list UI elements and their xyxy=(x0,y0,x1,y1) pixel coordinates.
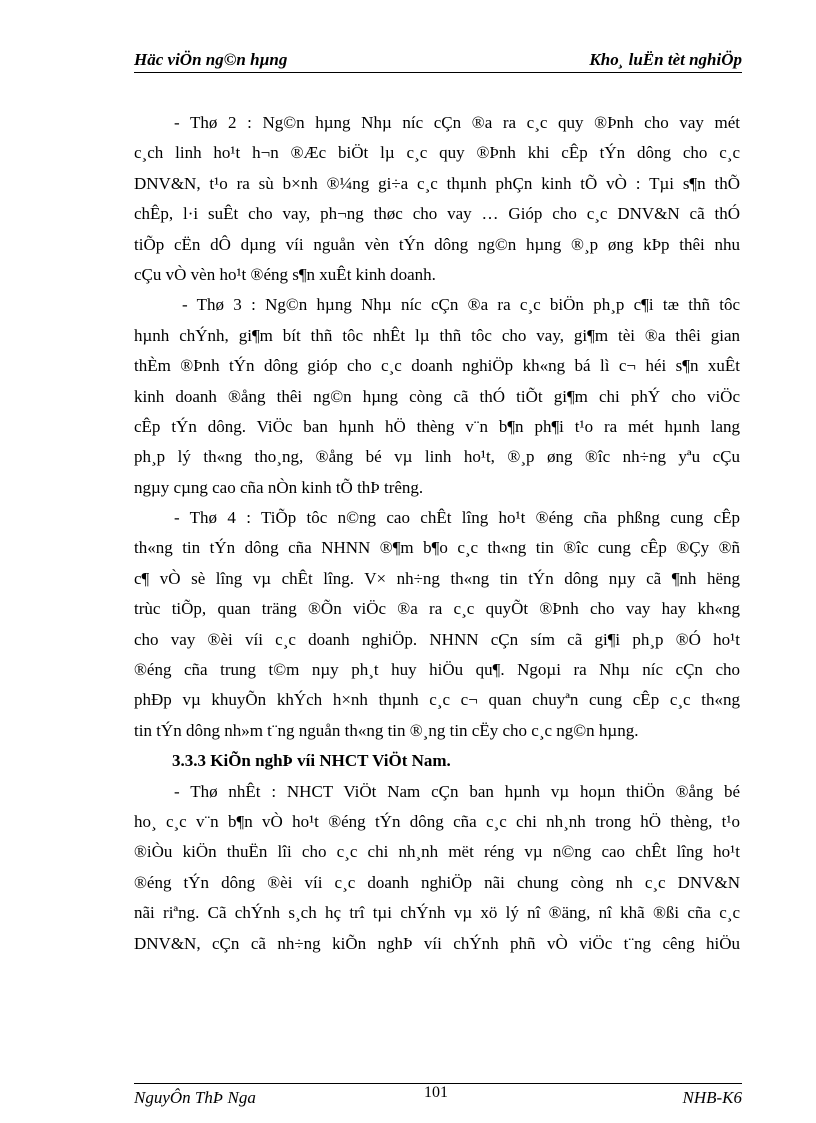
text-line: th«ng tin tÝn dông cña NHNN ®¶m b¶o c¸c th«ng tin ®îc cung cÊp ®Çy ®ñ xyxy=(134,538,740,558)
text-line: cÇu vÒ vèn ho¹t ®éng s¶n xuÊt kinh doanh. xyxy=(134,264,436,284)
text-line: tin tÝn dông nh»m t¨ng nguån th«ng tin ®¸ng tin cËy cho c¸c ng©n hµng. xyxy=(134,720,639,740)
text-line: ho¸ c¸c v¨n b¶n vÒ ho¹t ®éng tÝn dông cña c¸c chi nh¸nh trong hÖ thèng, t¹o xyxy=(134,811,740,831)
text-line: ®éng tÝn dông ®èi víi c¸c doanh nghiÖp nãi chung còng nh c¸c DNV&N xyxy=(134,872,740,892)
text-line: tiÕp cËn dÔ dµng víi nguån vèn tÝn dông ng©n hµng ®¸p øng kÞp thêi nhu xyxy=(134,234,740,254)
document-body xyxy=(134,108,740,959)
text-line: chÊp, l·i suÊt cho vay, ph¬ng thøc cho vay … Gióp cho c¸c DNV&N cã thÓ xyxy=(134,204,740,224)
text-line: c¶ vÒ sè lîng vµ chÊt lîng. V× nh÷ng th«ng tin tÝn dông nµy cã ¶nh hëng xyxy=(134,568,740,588)
text-line: ngµy cµng cao cña nÒn kinh tÕ thÞ trêng. xyxy=(134,477,424,497)
text-line: phÐp vµ khuyÕn khÝch h×nh thµnh c¸c c¬ quan chuyªn cung cÊp c¸c th«ng xyxy=(134,690,740,710)
text-line: thÈm ®Þnh tÝn dông gióp cho c¸c doanh nghiÖp kh«ng bá lì c¬ héi s¶n xuÊt xyxy=(134,356,740,376)
text-line: ®éng cña trung t©m nµy ph¸t huy hiÖu qu¶. Ngoµi ra Nhµ níc cÇn cho xyxy=(134,660,740,680)
text-line: - Thø 3 : Ng©n hµng Nhµ níc cÇn ®a ra c¸c biÖn ph¸p c¶i tæ thñ tôc xyxy=(182,295,740,315)
page-footer xyxy=(134,1084,742,1110)
text-line: trùc tiÕp, quan träng ®Õn viÖc ®a ra c¸c quyÕt ®Þnh cho vay hay kh«ng xyxy=(134,599,740,619)
header-institution: Häc viÖn ng©n hµng xyxy=(134,50,288,69)
text-line: - Thø nhÊt : NHCT ViÖt Nam cÇn ban hµnh vµ hoµn thiÖn ®ång bé xyxy=(174,781,740,801)
page-number: 101 xyxy=(424,1084,448,1101)
text-line: ®iÒu kiÖn thuËn lîi cho c¸c chi nh¸nh mët réng vµ n©ng cao chÊt lîng ho¹t xyxy=(134,842,740,862)
text-line: cÊp tÝn dông. ViÖc ban hµnh hÖ thèng v¨n b¶n ph¶i t¹o ra mét hµnh lang xyxy=(134,416,740,436)
section-heading: 3.3.3 KiÕn nghÞ víi NHCT ViÖt Nam. xyxy=(172,751,451,771)
text-line: DNV&N, t¹o ra sù b×nh ®¼ng gi÷a c¸c thµnh phÇn kinh tÕ vÒ : Tµi s¶n thÕ xyxy=(134,173,740,193)
text-line: c¸ch linh ho¹t h¬n ®Æc biÖt lµ c¸c quy ®Þnh khi cÊp tÝn dông cho c¸c xyxy=(134,143,740,163)
text-line: - Thø 2 : Ng©n hµng Nhµ níc cÇn ®a ra c¸c quy ®Þnh cho vay mét xyxy=(174,113,740,132)
header-rule xyxy=(134,72,742,73)
footer-author: NguyÔn ThÞ Nga xyxy=(134,1088,256,1107)
text-line: - Thø 4 : TiÕp tôc n©ng cao chÊt lîng ho¹t ®éng cña phßng cung cÊp xyxy=(174,508,740,528)
text-line: nãi riªng. Cã chÝnh s¸ch hç trî tµi chÝnh vµ xö lý nî ®äng, nî khã ®ßi cña c¸c xyxy=(134,903,740,923)
header-document-type: Kho¸ luËn tèt nghiÖp xyxy=(589,50,742,69)
footer-class-code: NHB-K6 xyxy=(682,1088,742,1107)
page-header xyxy=(134,50,742,72)
text-line: ph¸p lý th«ng tho¸ng, ®ång bé vµ linh ho¹t, ®¸p øng ®îc nh÷ng yªu cÇu xyxy=(134,447,740,467)
text-line: cho vay ®èi víi c¸c doanh nghiÖp. NHNN cÇn sím cã gi¶i ph¸p ®Ó ho¹t xyxy=(134,629,740,649)
text-line: DNV&N, cÇn cã nh÷ng kiÕn nghÞ víi chÝnh phñ vÒ viÖc t¨ng cêng hiÖu xyxy=(134,933,740,953)
text-line: hµnh chÝnh, gi¶m bít thñ tôc nhÊt lµ thñ tôc cho vay, gi¶m tèi ®a thêi gian xyxy=(134,325,740,345)
text-line: kinh doanh ®ång thêi ng©n hµng còng cã thÓ tiÕt gi¶m chi phÝ cho viÖc xyxy=(134,386,740,406)
